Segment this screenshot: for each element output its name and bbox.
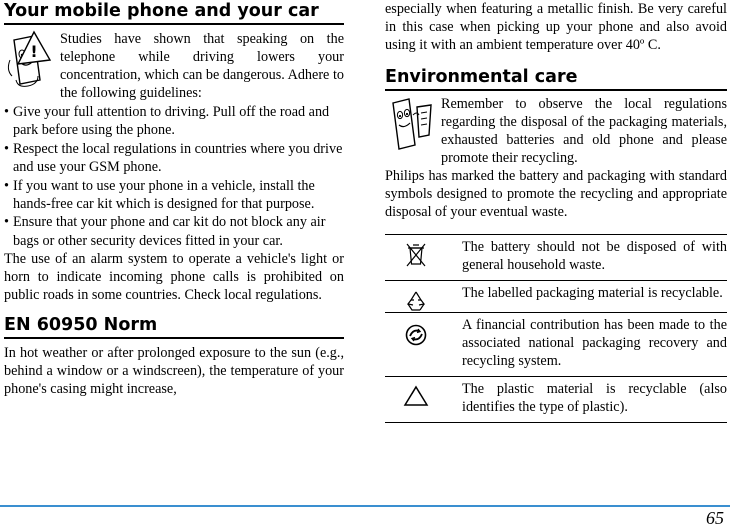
left-column — [4, 0, 344, 398]
list-item: • If you want to use your phone in a vehicle, install the hands-free car kit which is designed for that purpose. — [4, 177, 344, 214]
car-note-box — [4, 30, 344, 102]
marked-paragraph: Philips has marked the battery and packaging with standard symbols designed to promote the recycling and appropriate disposal of your eventual waste. — [385, 168, 727, 220]
alarm-paragraph: The use of an alarm system to operate a vehicle's light or horn to indicate incoming phone calls is prohibited on public roads in some countries. Check local regulations. — [4, 251, 344, 304]
svg-text:!: ! — [30, 42, 38, 61]
recycling-phone-mascot-icon — [385, 95, 435, 167]
list-item: • Respect the local regulations in countries where you drive and use your GSM phone. — [4, 140, 344, 177]
list-item: • Ensure that your phone and car kit do not block any air bags or other security devices fitted in your car. — [4, 213, 344, 250]
right-column — [385, 0, 727, 423]
section-heading-norm: EN 60950 Norm — [4, 314, 344, 339]
symbol-text: The battery should not be disposed of with general household waste. — [462, 239, 727, 273]
symbol-row — [385, 313, 727, 377]
symbols-table — [385, 234, 727, 423]
norm-paragraph: In hot weather or after prolonged exposure to the sun (e.g., behind a window or a windscreen), the temperature of your phone's casing might increase, — [4, 345, 344, 398]
footer-rule — [0, 505, 730, 507]
symbol-row — [385, 281, 727, 313]
symbol-text: The labelled packaging material is recyclable. — [462, 285, 723, 301]
section-heading-car: Your mobile phone and your car — [4, 0, 344, 25]
environment-note-box — [385, 95, 727, 167]
crossed-bin-icon — [385, 235, 447, 268]
recycle-icon — [385, 281, 447, 312]
car-guidelines-list — [4, 103, 344, 250]
symbol-row — [385, 377, 727, 423]
section-heading-environment: Environmental care — [385, 66, 727, 91]
symbol-text: The plastic material is recyclable (also identifies the type of plastic). — [462, 381, 727, 415]
temperature-continuation: especially when featuring a metallic finish. Be very careful in this case when picking up your phone and also avoid using it with an ambient temperature over 40º C. — [385, 1, 727, 53]
car-intro-text: Studies have shown that speaking on the telephone while driving lowers your concentration, which can be dangerous. Adhere to the following guidelines: — [60, 31, 344, 101]
list-item: • Give your full attention to driving. Pull off the road and park before using the phone. — [4, 103, 344, 140]
warning-phone-mascot-icon — [4, 30, 54, 102]
plastic-triangle-icon — [385, 377, 447, 407]
environment-note-text: Remember to observe the local regulations regarding the disposal of the packaging materials, exhausted batteries and old phone and please promote their recycling. — [441, 96, 727, 166]
symbol-row — [385, 235, 727, 281]
symbol-text: A financial contribution has been made to the associated national packaging recovery and recycling system. — [462, 317, 727, 369]
page-number: 65 — [706, 508, 724, 528]
green-dot-icon — [385, 313, 447, 346]
